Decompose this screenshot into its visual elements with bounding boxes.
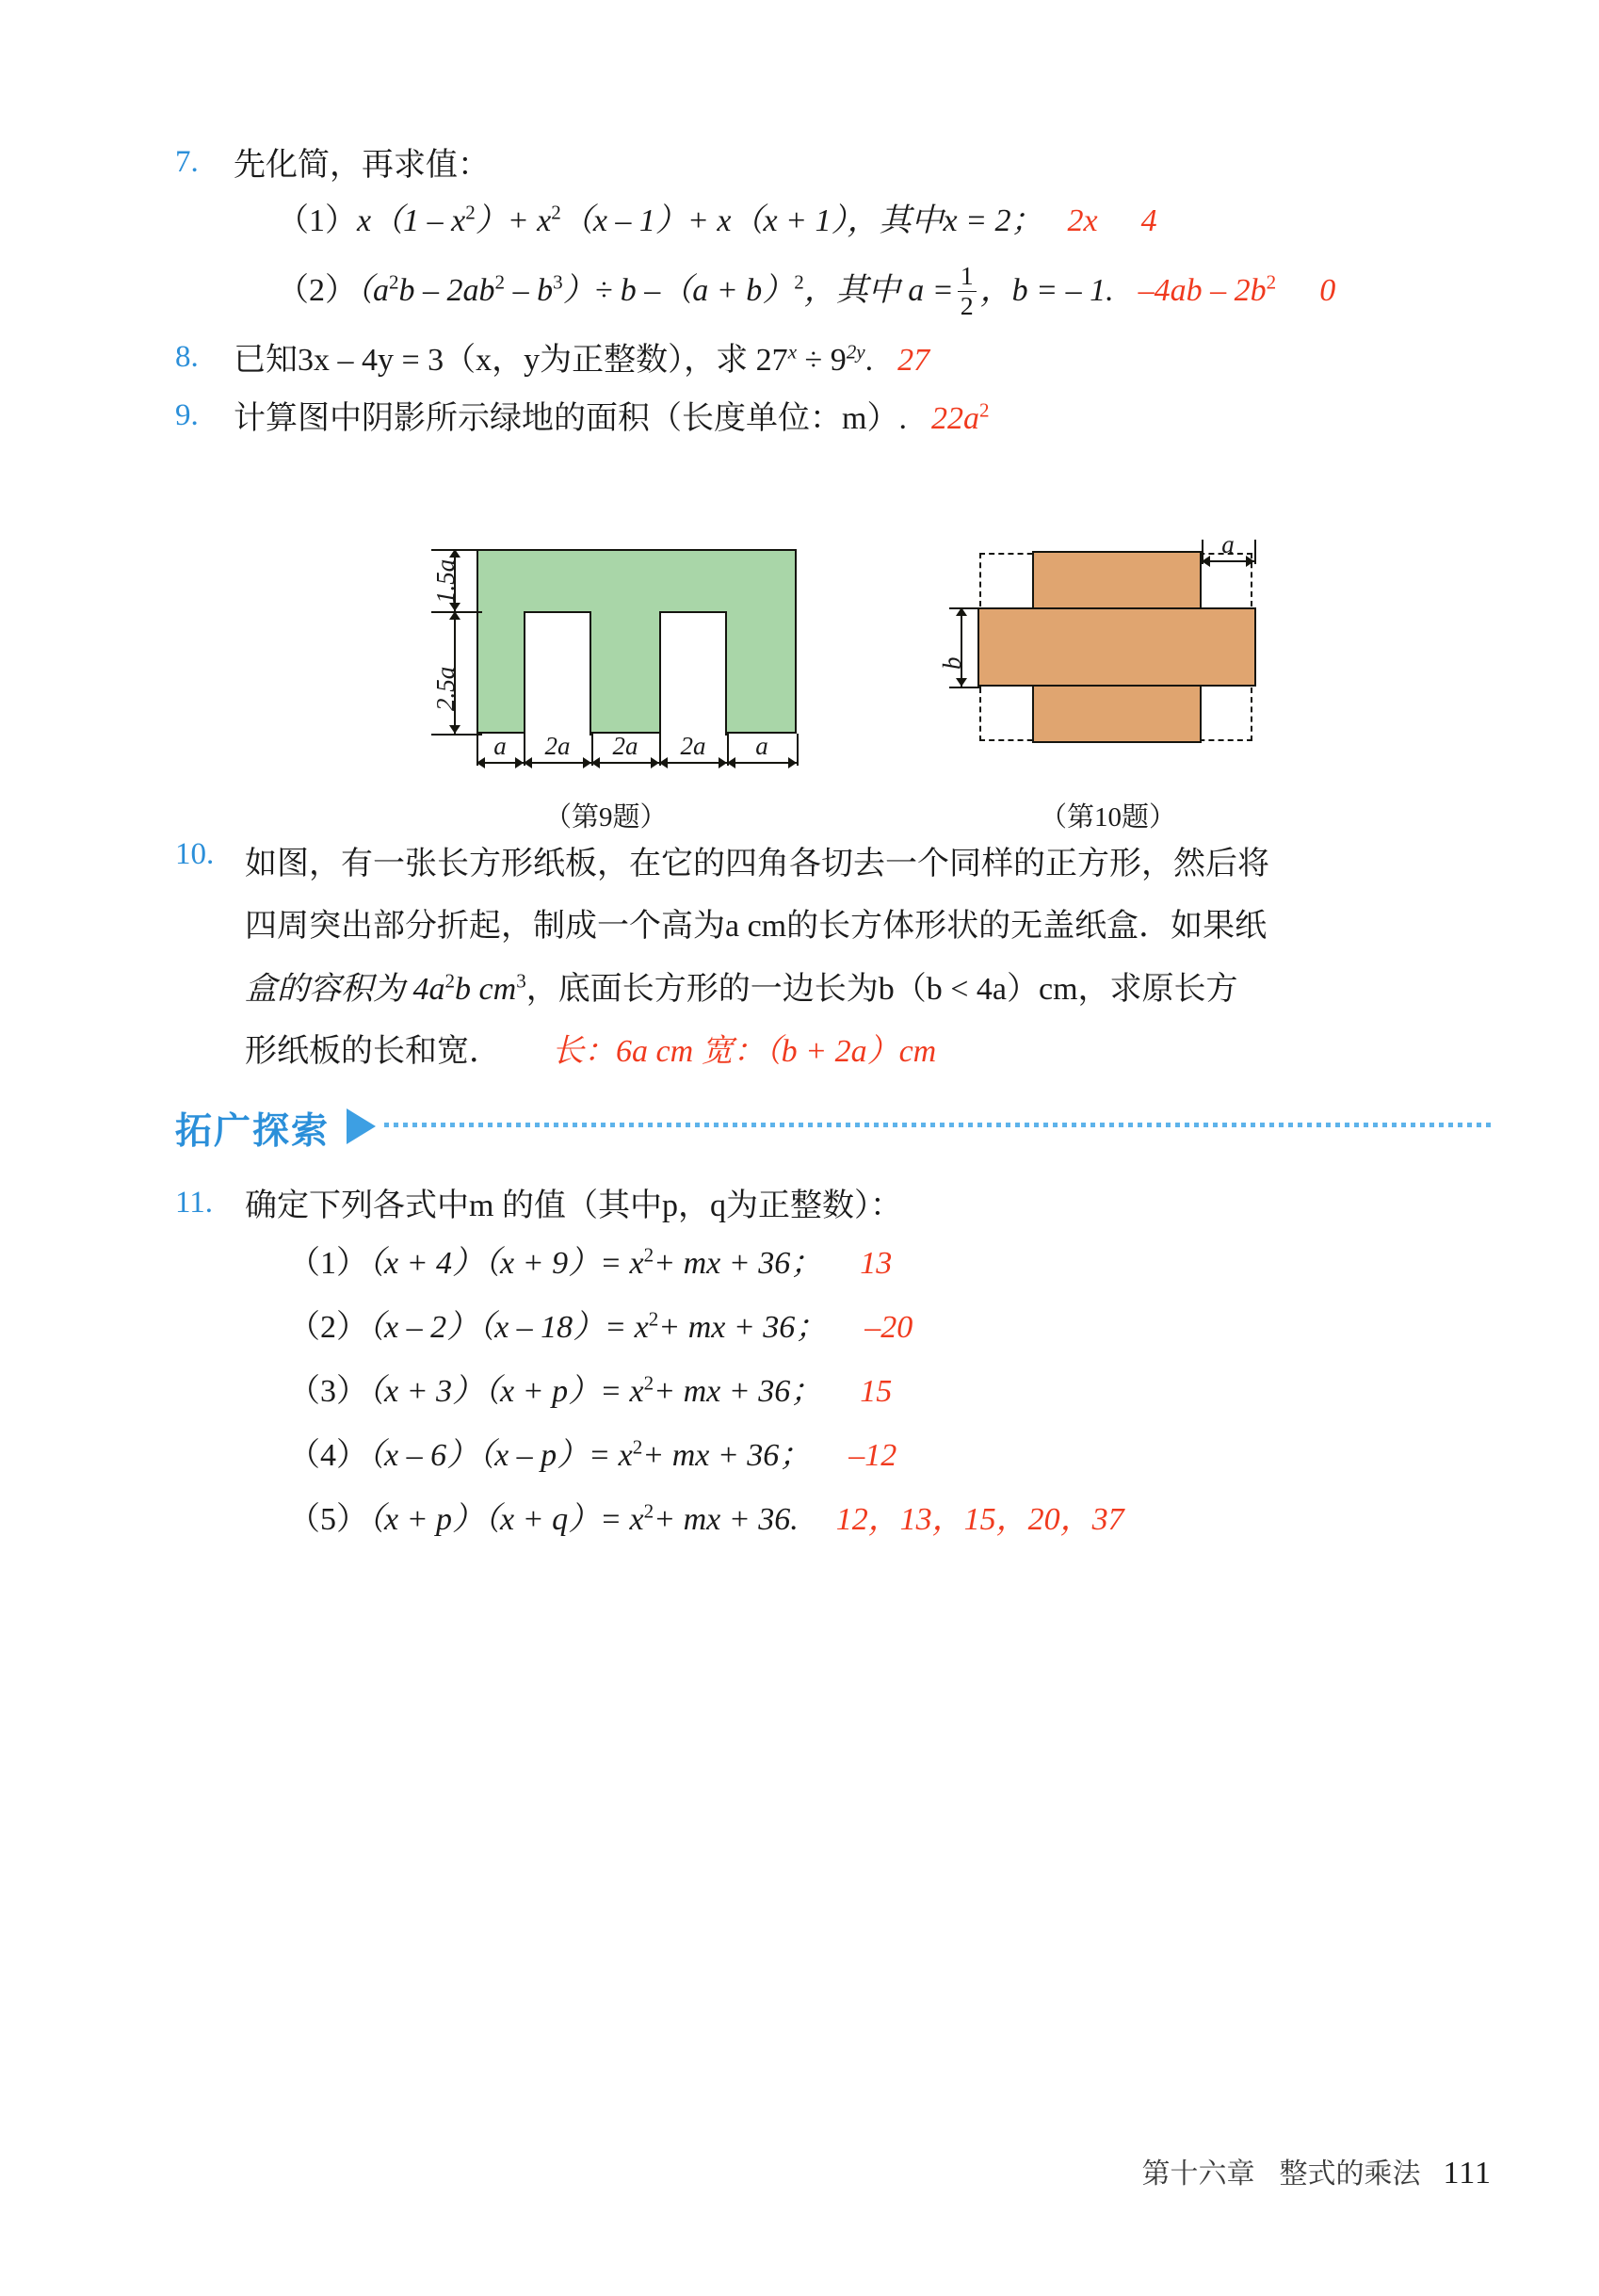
problem-11-item-4-label: （4） — [288, 1437, 368, 1473]
problem-11-item-5-right: + mx + 36. — [654, 1501, 799, 1537]
problem-11-item-3-answer: 15 — [860, 1373, 893, 1409]
label-b-left: b — [938, 656, 966, 670]
problem-7-item-2-expr-p6: ，b = – 1. — [979, 273, 1114, 309]
dimension-arrow-2a-1 — [524, 762, 591, 764]
problem-7-item-2-sup2: 2 — [494, 270, 506, 294]
figure-problem-10 — [938, 530, 1300, 833]
problem-11-item-5-left: （x + p）（x + q）= x — [368, 1501, 644, 1537]
problem-7-item-2-answer-extra: 0 — [1319, 273, 1336, 309]
problem-8-body — [234, 336, 1494, 386]
label-a-right: a — [755, 732, 768, 760]
problem-8-sup2: 2y — [846, 340, 865, 364]
problem-7-item-1-answer: 2x — [1067, 202, 1098, 238]
problem-10-line-1: 如图，有一张长方形纸板，在它的四角各切去一个同样的正方形，然后将 — [245, 847, 1269, 881]
label-1-5a: 1.5a — [431, 558, 460, 604]
problem-7-item-1-sup1: 2 — [465, 201, 476, 224]
label-2a-3: 2a — [680, 732, 706, 760]
problem-9-answer-sup: 2 — [978, 398, 990, 422]
problem-8-text-p3: . — [864, 342, 874, 378]
problem-7-item-2-expr-p3: – b — [505, 273, 554, 309]
fraction-numerator: 1 — [958, 263, 977, 292]
problem-7-item-2-expr-p1: （a — [357, 273, 389, 309]
problem-8 — [175, 336, 1494, 386]
problem-11-item-4-left: （x – 6）（x – p）= x — [368, 1437, 633, 1473]
problem-11-item-3-label: （3） — [288, 1373, 368, 1409]
dimension-arrow-2a-3 — [659, 762, 727, 764]
problem-11-item-2-left: （x – 2）（x – 18）= x — [368, 1309, 649, 1345]
problem-7-body — [234, 141, 1494, 331]
label-2-5a: 2.5a — [431, 666, 460, 711]
notch-left — [524, 611, 591, 736]
problem-9 — [175, 395, 1494, 445]
problem-7-item-2-expr-p2: b – 2ab — [398, 273, 495, 309]
problem-8-answer: 27 — [897, 342, 930, 378]
problem-11-container — [175, 1182, 1494, 1558]
problem-11-item-4-sup: 2 — [632, 1435, 643, 1459]
problem-9-answer-main: 22a — [930, 401, 979, 437]
problem-11-item-3 — [245, 1360, 1494, 1424]
problem-10 — [175, 833, 1494, 1083]
problem-10-line-2: 四周突出部分折起，制成一个高为a cm的长方体形状的无盖纸盒．如果纸 — [245, 909, 1268, 945]
dimension-arrow-a-right — [727, 762, 797, 764]
problem-11-item-4-right: + mx + 36； — [642, 1437, 812, 1473]
problem-7-number: 7. — [175, 145, 199, 179]
problem-10-line-3-sup2: 3 — [516, 969, 526, 993]
problem-11-item-1-left: （x + 4）（x + 9）= x — [368, 1245, 644, 1281]
problem-10-number: 10. — [175, 837, 215, 871]
problem-11-body — [245, 1182, 1494, 1552]
problem-11-item-5 — [245, 1488, 1494, 1552]
problem-7-item-2 — [234, 251, 1494, 330]
problem-8-text-p1: 已知3x – 4y = 3（x，y为正整数），求 27 — [234, 342, 788, 378]
problem-11-item-1 — [245, 1232, 1494, 1296]
problem-11-item-2-label: （2） — [288, 1309, 368, 1345]
problem-10-line-4-text: 形纸板的长和宽． — [245, 1033, 501, 1069]
label-2a-2: 2a — [612, 732, 638, 760]
notch-right — [659, 611, 727, 736]
tan-horizontal-strip — [977, 607, 1256, 687]
problem-7-item-2-expr-p4: ）÷ b –（a + b） — [562, 273, 795, 309]
exercise-list — [175, 141, 1494, 450]
label-2a-1: 2a — [544, 732, 571, 760]
label-a-left: a — [493, 732, 507, 760]
problem-11-item-2-answer: –20 — [864, 1309, 913, 1345]
problem-7-item-1 — [234, 191, 1494, 252]
page-footer — [0, 2150, 1599, 2191]
figure-problem-9 — [405, 540, 810, 833]
problem-11-item-5-label: （5） — [288, 1501, 368, 1537]
problem-7-item-2-answer-sup: 2 — [1266, 270, 1277, 294]
problem-11-item-2-right: + mx + 36； — [658, 1309, 828, 1345]
problem-10-line-3-p2: b cm — [455, 971, 517, 1007]
triangle-marker-icon — [347, 1108, 376, 1144]
dimension-arrow-2a-2 — [591, 762, 659, 764]
page-number: 111 — [1443, 2156, 1492, 2191]
problem-11-item-4-answer: –12 — [848, 1437, 897, 1473]
problem-11-item-1-sup: 2 — [643, 1243, 654, 1267]
problem-10-body — [245, 833, 1494, 1083]
problem-7-item-2-expr-p5: ，其中 a = — [803, 273, 954, 309]
problem-7-item-1-answer-extra: 4 — [1140, 202, 1157, 238]
label-a-top: a — [1221, 530, 1235, 558]
figure-10-canvas — [938, 530, 1300, 833]
problem-11-item-2-sup: 2 — [648, 1307, 659, 1331]
problem-7-item-2-sup4: 2 — [794, 270, 804, 294]
problem-7-item-1-expr-p1: x（1 – x — [357, 202, 466, 238]
problem-8-number: 8. — [175, 339, 199, 374]
footer-title: 整式的乘法 — [1279, 2159, 1421, 2190]
dimension-arrow-a-left — [476, 762, 524, 764]
problem-10-line-3 — [245, 959, 1494, 1021]
problem-8-sup1: x — [787, 340, 798, 364]
problem-11-item-4 — [245, 1424, 1494, 1488]
problem-10-line-3-p3: ，底面长方形的一边长为b（b < 4a）cm，求原长方 — [525, 971, 1238, 1007]
problem-7-item-2-answer — [1138, 270, 1277, 309]
problem-11-item-3-right: + mx + 36； — [654, 1373, 823, 1409]
problem-11-number: 11. — [175, 1186, 214, 1220]
problem-7-item-1-expr-p2: ）+ x — [475, 202, 552, 238]
problem-11-item-5-answer: 12，13，15，20，37 — [835, 1501, 1124, 1537]
figure-9-canvas — [405, 540, 810, 833]
problem-11-item-3-sup: 2 — [643, 1371, 654, 1395]
problem-7-item-1-sup2: 2 — [551, 201, 561, 224]
problem-7-item-2-sup3: 3 — [553, 270, 563, 294]
problem-10-line-4 — [245, 1021, 1494, 1083]
problem-11-stem: 确定下列各式中m 的值（其中p，q为正整数）： — [245, 1188, 902, 1223]
figure-10-caption: （第10题） — [1040, 802, 1177, 833]
problem-9-number: 9. — [175, 398, 199, 433]
footer-chapter: 第十六章 — [1141, 2159, 1255, 2190]
dotted-rule-divider — [384, 1123, 1494, 1127]
tick-left-lower — [949, 687, 981, 688]
problem-11-item-1-answer: 13 — [860, 1245, 893, 1281]
tick-bottom — [431, 734, 482, 736]
problem-7 — [175, 141, 1494, 331]
problem-7-item-2-label: （2） — [277, 273, 357, 309]
problem-7-item-1-expr-p4: x = 2； — [943, 202, 1043, 238]
dimension-arrow-a-top — [1202, 560, 1254, 562]
section-header-extension — [175, 1102, 1494, 1153]
problem-8-text-p2: ÷ 9 — [797, 342, 847, 378]
figure-9-caption: （第9题） — [544, 802, 668, 833]
problem-9-text: 计算图中阴影所示绿地的面积（长度单位：m）. — [234, 401, 907, 437]
tick-top-right — [1254, 540, 1256, 564]
problem-7-item-1-expr-p3: （x – 1）+ x（x + 1），其中 — [560, 202, 944, 238]
dimension-arrow-b-left — [961, 607, 962, 687]
problem-10-line-3-p1: 盒的容积为 4a — [245, 971, 445, 1007]
fraction-one-half — [958, 263, 977, 321]
problem-11-item-5-sup: 2 — [643, 1499, 654, 1523]
problem-7-stem: 先化简，再求值： — [234, 148, 490, 183]
problem-10-line-3-sup1: 2 — [444, 969, 456, 993]
problem-11-item-1-right: + mx + 36； — [654, 1245, 823, 1281]
problem-11-item-3-left: （x + 3）（x + p）= x — [368, 1373, 644, 1409]
problem-9-body — [234, 395, 1494, 445]
section-title: 拓广探索 — [175, 1110, 331, 1153]
figures-row — [0, 523, 1599, 833]
problem-11 — [175, 1182, 1494, 1552]
problem-10-answer: 长：6a cm 宽：（b + 2a）cm — [552, 1033, 937, 1069]
problem-11-item-2 — [245, 1296, 1494, 1360]
tick-x5 — [797, 734, 799, 766]
problem-7-item-1-label: （1） — [277, 202, 357, 238]
problem-9-answer — [930, 398, 990, 437]
problem-7-item-2-sup1: 2 — [389, 270, 399, 294]
fraction-denominator: 2 — [960, 291, 974, 321]
problem-7-item-2-answer-main: –4ab – 2b — [1138, 273, 1267, 309]
problem-11-item-1-label: （1） — [288, 1245, 368, 1281]
problem-10-container — [175, 833, 1494, 1089]
